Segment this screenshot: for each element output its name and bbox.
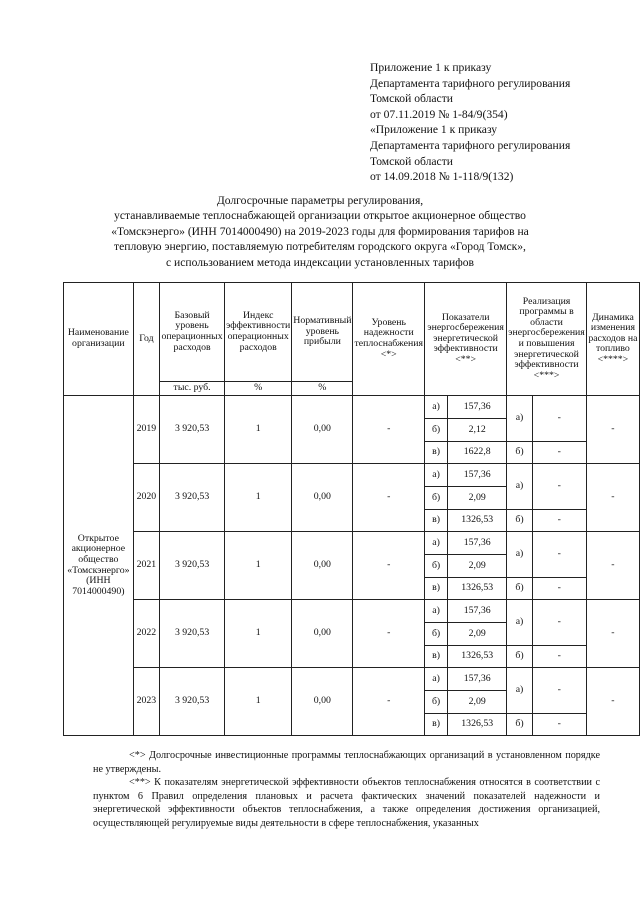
- energy-label-cell: в): [425, 714, 448, 736]
- year-cell: 2022: [133, 600, 159, 668]
- unit-norm: %: [292, 382, 353, 396]
- year-cell: 2021: [133, 532, 159, 600]
- energy-value-cell: 1326,53: [448, 510, 507, 532]
- appendix-line: от 07.11.2019 № 1-84/9(354): [370, 107, 508, 121]
- energy-label-cell: б): [425, 623, 448, 646]
- dynamics-cell: -: [586, 464, 639, 532]
- norm-cell: 0,00: [292, 396, 353, 464]
- header-energy: Показатели энергосбережения энергетической эффективности <**>: [425, 283, 507, 396]
- program-a-label-cell: а): [507, 396, 532, 442]
- energy-value-cell: 157,36: [448, 600, 507, 623]
- program-a-value-cell: -: [532, 464, 586, 510]
- energy-value-cell: 1326,53: [448, 714, 507, 736]
- program-b-value-cell: -: [532, 578, 586, 600]
- title-line: тепловую энергию, поставляемую потребителям городского округа «Город Томск»,: [114, 240, 526, 254]
- header-reliability: Уровень надежности теплоснабжения <*>: [353, 283, 425, 396]
- dynamics-cell: -: [586, 532, 639, 600]
- energy-value-cell: 2,09: [448, 623, 507, 646]
- program-b-label-cell: б): [507, 578, 532, 600]
- base-cell: 3 920,53: [160, 600, 225, 668]
- appendix-block: [370, 60, 570, 185]
- energy-label-cell: а): [425, 532, 448, 555]
- energy-label-cell: а): [425, 396, 448, 419]
- header-row: [64, 283, 640, 382]
- norm-cell: 0,00: [292, 464, 353, 532]
- header-program: Реализация программы в области энергосбережения и повышения энергетической эффективности <***>: [507, 283, 587, 396]
- energy-value-cell: 2,09: [448, 691, 507, 714]
- energy-value-cell: 157,36: [448, 464, 507, 487]
- appendix-line: Департамента тарифного регулирования: [370, 76, 571, 90]
- footnotes: [93, 749, 600, 830]
- program-b-label-cell: б): [507, 714, 532, 736]
- program-a-label-cell: а): [507, 464, 532, 510]
- energy-label-cell: б): [425, 419, 448, 442]
- program-a-label-cell: а): [507, 668, 532, 714]
- base-cell: 3 920,53: [160, 532, 225, 600]
- parameters-table: [63, 282, 640, 736]
- program-b-value-cell: -: [532, 714, 586, 736]
- title-line: с использованием метода индексации установленных тарифов: [165, 255, 474, 269]
- table-row: [64, 464, 640, 487]
- energy-label-cell: в): [425, 578, 448, 600]
- index-cell: 1: [225, 600, 292, 668]
- header-org: Наименование организации: [64, 283, 134, 396]
- program-b-label-cell: б): [507, 510, 532, 532]
- base-cell: 3 920,53: [160, 668, 225, 736]
- energy-value-cell: 2,09: [448, 555, 507, 578]
- norm-cell: 0,00: [292, 532, 353, 600]
- reliability-cell: -: [353, 464, 425, 532]
- reliability-cell: -: [353, 396, 425, 464]
- energy-label-cell: б): [425, 691, 448, 714]
- appendix-line: Томской области: [370, 154, 453, 168]
- table-row: [64, 600, 640, 623]
- dynamics-cell: -: [586, 668, 639, 736]
- reliability-cell: -: [353, 532, 425, 600]
- program-a-value-cell: -: [532, 668, 586, 714]
- header-norm: Нормативный уровень прибыли: [292, 283, 353, 382]
- index-cell: 1: [225, 668, 292, 736]
- header-dynamics: Динамика изменения расходов на топливо <****>: [586, 283, 639, 396]
- program-a-value-cell: -: [532, 532, 586, 578]
- energy-label-cell: а): [425, 464, 448, 487]
- year-cell: 2020: [133, 464, 159, 532]
- energy-label-cell: в): [425, 442, 448, 464]
- program-a-label-cell: а): [507, 532, 532, 578]
- appendix-line: от 14.09.2018 № 1-118/9(132): [370, 170, 514, 184]
- program-a-label-cell: а): [507, 600, 532, 646]
- year-cell: 2023: [133, 668, 159, 736]
- footnote-2: <**> К показателям энергетической эффективности объектов теплоснабжения относятся в соответствии с пунктом 6 Правил определения плановых и расчета фактических значений показателей надежности и энергетической эффективности объектов теплоснабжения, а также определения достижения организацией, осуществляющей регулируемые виды деятельности в сфере теплоснабжения, указанных: [93, 777, 600, 829]
- unit-base: тыс. руб.: [160, 382, 225, 396]
- index-cell: 1: [225, 532, 292, 600]
- footnote-1: <*> Долгосрочные инвестиционные программы теплоснабжающих организаций в установленном порядке не утверждены.: [93, 750, 600, 775]
- dynamics-cell: -: [586, 396, 639, 464]
- energy-value-cell: 2,12: [448, 419, 507, 442]
- table-row: [64, 668, 640, 691]
- energy-value-cell: 157,36: [448, 396, 507, 419]
- header-year: Год: [133, 283, 159, 396]
- header-base: Базовый уровень операционных расходов: [160, 283, 225, 382]
- energy-label-cell: в): [425, 646, 448, 668]
- reliability-cell: -: [353, 668, 425, 736]
- title-line: Долгосрочные параметры регулирования,: [216, 194, 424, 207]
- energy-value-cell: 1326,53: [448, 646, 507, 668]
- program-b-value-cell: -: [532, 510, 586, 532]
- header-index: Индекс эффективности операционных расходов: [225, 283, 292, 382]
- document-title: [40, 193, 600, 270]
- title-line: устанавливаемые теплоснабжающей организации открытое акционерное общество: [114, 209, 526, 223]
- energy-value-cell: 1326,53: [448, 578, 507, 600]
- index-cell: 1: [225, 464, 292, 532]
- appendix-line: Приложение 1 к приказу: [370, 61, 492, 74]
- year-cell: 2019: [133, 396, 159, 464]
- program-b-label-cell: б): [507, 442, 532, 464]
- appendix-line: Департамента тарифного регулирования: [370, 138, 571, 152]
- program-b-value-cell: -: [532, 442, 586, 464]
- index-cell: 1: [225, 396, 292, 464]
- norm-cell: 0,00: [292, 668, 353, 736]
- energy-label-cell: б): [425, 487, 448, 510]
- reliability-cell: -: [353, 600, 425, 668]
- base-cell: 3 920,53: [160, 464, 225, 532]
- norm-cell: 0,00: [292, 600, 353, 668]
- energy-label-cell: б): [425, 555, 448, 578]
- appendix-line: Томской области: [370, 92, 453, 106]
- table-row: [64, 532, 640, 555]
- energy-value-cell: 2,09: [448, 487, 507, 510]
- title-line: «Томскэнерго» (ИНН 7014000490) на 2019-2023 годы для формирования тарифов на: [111, 224, 529, 238]
- table-row: [64, 396, 640, 419]
- program-b-value-cell: -: [532, 646, 586, 668]
- program-a-value-cell: -: [532, 396, 586, 442]
- dynamics-cell: -: [586, 600, 639, 668]
- energy-value-cell: 157,36: [448, 668, 507, 691]
- appendix-line: «Приложение 1 к приказу: [370, 123, 498, 137]
- program-b-label-cell: б): [507, 646, 532, 668]
- unit-index: %: [225, 382, 292, 396]
- program-a-value-cell: -: [532, 600, 586, 646]
- energy-value-cell: 1622,8: [448, 442, 507, 464]
- energy-label-cell: а): [425, 668, 448, 691]
- energy-label-cell: в): [425, 510, 448, 532]
- organization-cell: Открытое акционерное общество «Томскэнерго» (ИНН 7014000490): [64, 396, 134, 736]
- energy-value-cell: 157,36: [448, 532, 507, 555]
- base-cell: 3 920,53: [160, 396, 225, 464]
- energy-label-cell: а): [425, 600, 448, 623]
